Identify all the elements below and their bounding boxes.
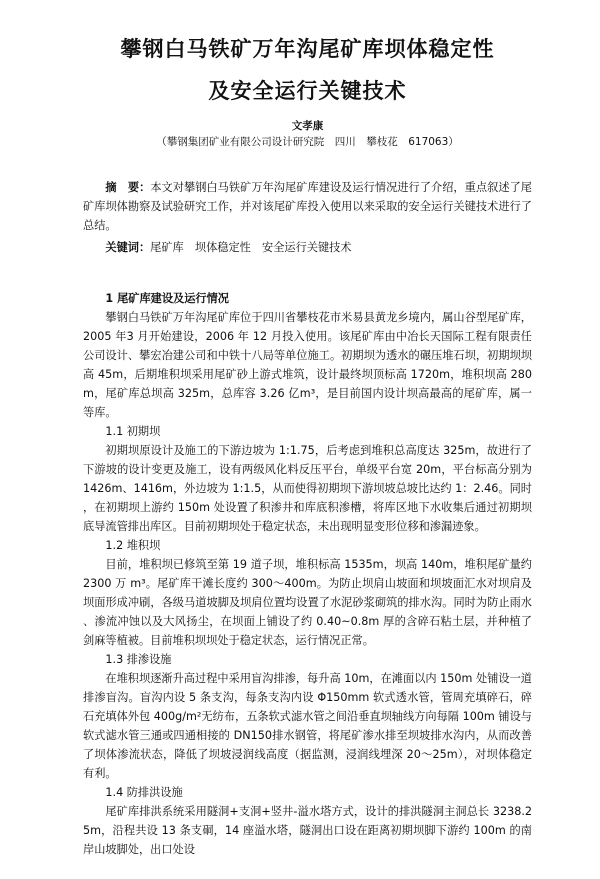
section-1 (83, 289, 532, 422)
body-line: 面上铺设了约 0.40~0.8m 厚的含碎石粘土层，并种植了剑麻等植被。目前堆积坝坝处于稳定状态， (83, 615, 532, 647)
subsection-heading: 1.1 初期坝 (105, 425, 161, 438)
body-line: 攀钢白马铁矿万年沟尾矿库位于四川省攀枝花市米易县黄龙乡境内，属山谷型尾矿库，2005 年 (83, 311, 532, 343)
body-line: 共设 13 条支硐，14 座溢水塔，隧洞出口设在距离初期坝脚下游约 100m 的南岸山坡脚处，出口处设 (83, 824, 532, 856)
body-line: 态，未出现明显变形位移和渗漏迹象。 (295, 520, 486, 533)
title-line-1: 攀钢白马铁矿万年沟尾矿库坝体稳定性 (120, 37, 495, 61)
body-line: 目前，堆积坝已修筑至第 19 道子坝，堆积标高 1535m，坝高 140m，堆积尾矿量约 2300 万 m³。 (83, 558, 532, 590)
paper-title (83, 34, 532, 106)
affiliation: （攀钢集团矿业有限公司设计研究院 四川 攀枝花 617063） (156, 136, 459, 148)
subsection-heading: 1.3 排渗设施 (105, 653, 172, 666)
body-line: 尾矿库排洪系统采用隧洞+支洞+竖井-溢水塔方式，设计的排洪隧洞主洞总长 3238.25m，沿程 (83, 805, 532, 837)
body-line: 运行情况正常。 (295, 634, 374, 647)
abstract (83, 178, 532, 257)
section-1-2 (83, 536, 532, 650)
body-line: 初期坝原设计及施工的下游边坡为 1:1.75，后考虑到堆积总高度达 325m，故进行了下游坡的设 (83, 444, 532, 476)
body-line: 矿砂上游式堆筑，设计最终坝顶标高 1720m，堆积坝高 280m，尾矿库总坝高 325m，总库容 3.26 亿 (83, 368, 532, 400)
section-1-4 (83, 783, 532, 859)
keywords-label: 关键词： (105, 241, 151, 254)
body-line: 计变更及施工，设有两级风化料反压平台，单级平台宽 20m，平台标高分别为 1426m、1416m，外边 (83, 463, 532, 495)
author: 文孝康 (291, 120, 324, 132)
body-line: 排水钢管，将尾矿渗水排至坝坡排水沟内，从而改善了坝体渗流状态，降低了坝坡浸润线高度（据 (83, 729, 532, 761)
body-line: 公司和中铁十八局等单位施工。初期坝为透水的碾压堆石坝，初期坝坝高 45m，后期堆积坝采用尾 (83, 349, 532, 381)
abstract-line: 本文对攀钢白马铁矿万年沟尾矿库建设及运行情况进行了介绍，重点叙述了尾矿库坝体 (83, 181, 532, 213)
body-line: 盲沟内设 5 条支沟，每条支沟内设 Φ150mm 软式透水管，管周充填碎石，碎石充填体外包 400g/m²无 (83, 691, 532, 723)
body-line: 坡为 1:1.5，从而使得初期坝下游坝坡总坡比达约 1：2.46。同时，在初期坝上游约 150m 处设置了 (83, 482, 532, 514)
section-1-1 (83, 422, 532, 536)
body-line: 3 月开始建设，2006 年 12 月投入使用。该尾矿库由中冶长天国际工程有限责任公司设计、攀宏冶建 (83, 330, 533, 362)
section-heading: 1 尾矿库建设及运行情况 (105, 292, 229, 305)
body-line: 积渗井和库底积渗槽，将库区地下水收集后通过初期坝底导流管排出库区。目前初期坝处于稳定状 (83, 501, 532, 533)
title-line-2: 及安全运行关键技术 (208, 79, 407, 103)
body-line: 在堆积坝逐渐升高过程中采用盲沟排渗，每升高 10m，在滩面以内 150m 处铺设一道排渗盲沟。 (83, 672, 532, 704)
body-line: 坡脚及坝肩位置均设置了水泥砂浆砌筑的排水沟。同时为防止雨水、渗流冲蚀以及大风扬尘，在坝 (83, 596, 532, 628)
abstract-label: 摘 要： (105, 181, 151, 194)
body-line: 纺布，五条软式滤水管之间沿垂直坝轴线方向每隔 100m 铺设与软式滤水管三通或四通相接的 DN150 (83, 710, 532, 742)
body-line: 尾矿库干滩长度约 300～400m。为防止坝肩山坡面和坝坡面汇水对坝肩及坝面形成冲刷，各级马道 (83, 577, 532, 609)
subsection-heading: 1.4 防排洪设施 (105, 786, 183, 799)
abstract-line: 勘察及试验研究工作，并对该尾矿库投入使用以来采取的安全运行关键技术进行了总结。 (83, 200, 532, 232)
body-line: m³，是目前国内设计坝高最高的尾矿库，属一等库。 (83, 387, 532, 419)
subsection-heading: 1.2 堆积坝 (105, 539, 161, 552)
keywords: 尾矿库 坝体稳定性 安全运行关键技术 (150, 241, 352, 254)
section-1-3 (83, 650, 532, 783)
body-line: 监测，浸润线埋深 20～25m），对坝体稳定有利。 (83, 748, 532, 780)
